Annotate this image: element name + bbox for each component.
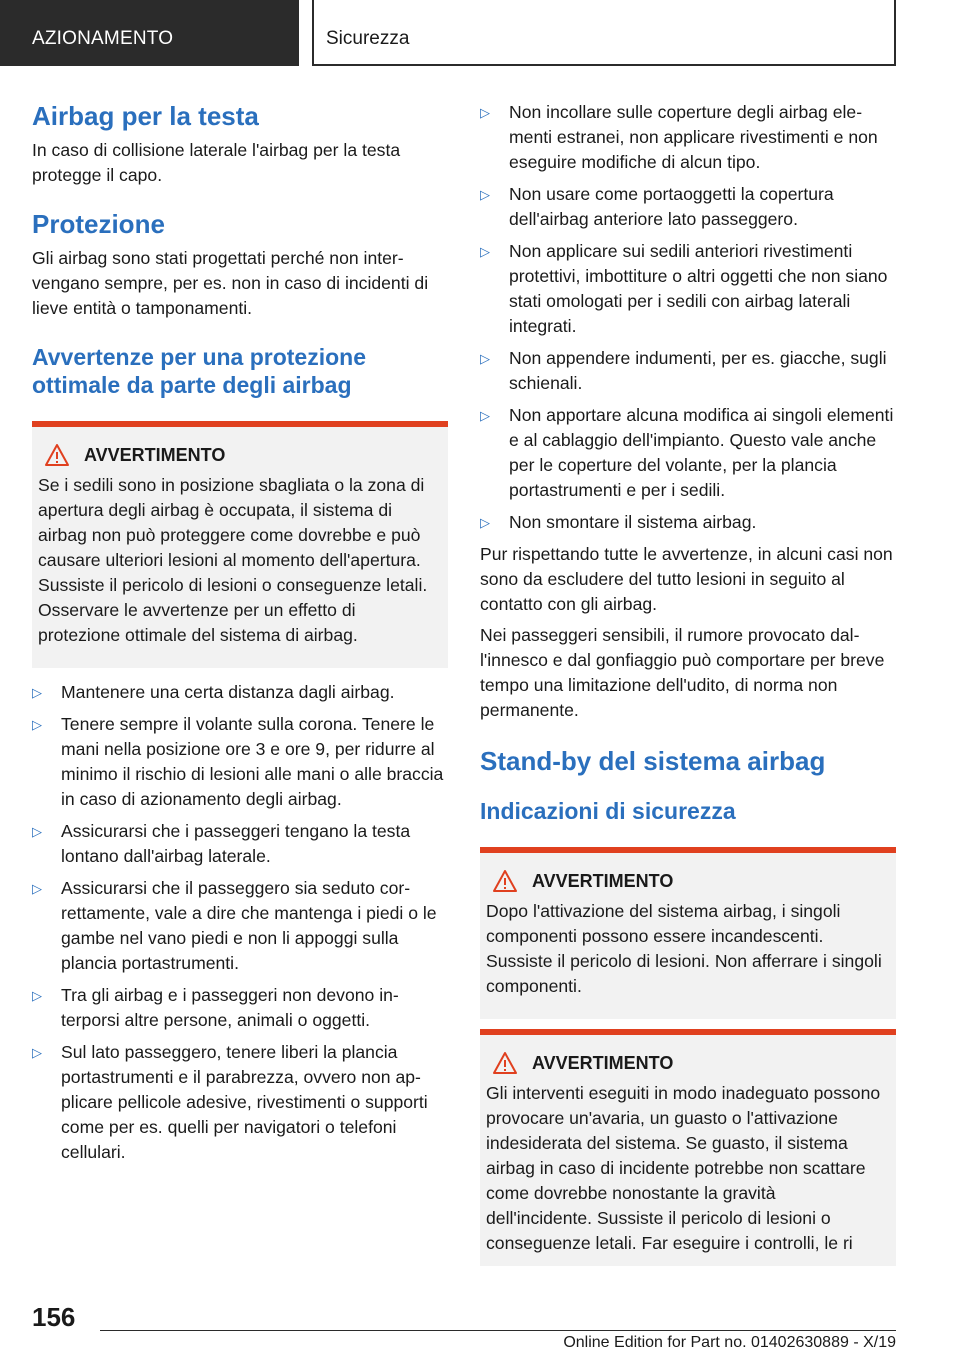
list-item: ▷ Tra gli airbag e i passeggeri non devono interporsi altre persone, animali o oggetti. (32, 985, 399, 1030)
list-item: ▷ Assicurarsi che i passeggeri tengano la testa lontano dall'airbag laterale. (32, 821, 411, 866)
warning-triangle-icon (44, 443, 70, 467)
warning-triangle-icon (492, 1051, 518, 1075)
warning-box-2 (480, 847, 896, 1019)
triangle-right-icon: ▷ (480, 408, 490, 423)
list-item: ▷ Non applicare sui sedili anteriori rivestimenti protettivi, imbottiture o altri oggetti che non siano stati omologati per i sedili con airbag laterali integrati. (480, 241, 888, 336)
list-item: ▷ Tenere sempre il volante sulla corona. Tenere le mani nella posizione ore 3 e ore 9, per ridurre al minimo il rischio di lesioni alle mani o alle braccia in caso di azionamento degli airbag. (32, 714, 444, 809)
warning-text-1: Se i sedili sono in posizione sbagliata o la zona di apertura degli airbag è occupata, il sistema di airbag non può proteggere come dovrebbe e può causare ulteriori lesioni al momento dell'apertura. Sussiste il pericolo di lesioni o conseguenze letali. Osservare le avvertenze per un effetto di protezione ottimale del sistema di airbag. (38, 475, 428, 645)
left-bullet-list (32, 680, 448, 1165)
heading-airbag-testa: Airbag per la testa (32, 101, 259, 131)
heading-standby: Stand-by del sistema airbag (480, 746, 826, 776)
warning-title-2: AVVERTIMENTO (532, 870, 674, 891)
list-item: ▷ Non incollare sulle coperture degli airbag elementi estranei, non applicare rivestimenti e non eseguire modifiche di alcun tipo. (480, 102, 878, 172)
triangle-right-icon: ▷ (480, 351, 490, 366)
heading-protezione: Protezione (32, 209, 165, 239)
triangle-right-icon: ▷ (32, 824, 42, 839)
paragraph-udito: Nei passeggeri sensibili, il rumore provocato dall'innesco e dal gonfiaggio può comportare per breve tempo una limitazione dell'udito, di norma non permanente. (480, 625, 885, 720)
right-column (480, 100, 896, 1266)
warning-box-3 (480, 1029, 896, 1266)
text-airbag-testa: In caso di collisione laterale l'airbag per la testa protegge il capo. (32, 140, 401, 185)
triangle-right-icon: ▷ (480, 244, 490, 259)
list-item: ▷ Non apportare alcuna modifica ai singoli elementi e al cablaggio dell'impianto. Questo vale anche per le coperture del volante, per la plancia portastrumenti e per i sedili. (480, 405, 894, 500)
warning-text-2: Dopo l'attivazione del sistema airbag, i singoli componenti possono essere incandescenti. Sussiste il pericolo di lesioni. Non afferrare i singoli componenti. (486, 901, 882, 996)
triangle-right-icon: ▷ (480, 187, 490, 202)
warning-text-3: Gli interventi eseguiti in modo inadeguato possono provocare un'avaria, un guasto o l'attivazione indesiderata del sistema. Se guasto, il sistema airbag in caso di incidente potrebbe non scattare come dovrebbe nonostante la gravità dell'incidente. Sussiste il pericolo di lesioni o conseguenze letali. Far eseguire i controlli, le ri (486, 1083, 881, 1253)
list-item: ▷ Non appendere indumenti, per es. giacche, sugli schienali. (480, 348, 887, 393)
page-number: 156 (32, 1302, 76, 1332)
left-column (32, 100, 448, 1172)
warning-title-3: AVVERTIMENTO (532, 1052, 674, 1073)
triangle-right-icon: ▷ (32, 1045, 42, 1060)
list-item: ▷ Assicurarsi che il passeggero sia seduto correttamente, vale a dire che mantenga i piedi o le gambe nel vano piedi e non li appoggi sulla plancia portastrumenti. (32, 878, 437, 973)
list-item: ▷ Sul lato passeggero, tenere liberi la plancia portastrumenti e il parabrezza, ovvero non applicare pellicole adesive, rivestimenti o supporti come per es. quelli per navigatori o telefoni cellulari. (32, 1042, 428, 1162)
heading-avvertenze: Avvertenze per una protezione ottimale da parte degli airbag (32, 344, 367, 398)
warning-title-1: AVVERTIMENTO (84, 444, 226, 465)
triangle-right-icon: ▷ (480, 515, 490, 530)
footer-divider (100, 1330, 896, 1331)
warning-triangle-icon (492, 869, 518, 893)
list-item: ▷ Non usare come portaoggetti la copertura dell'airbag anteriore lato passeggero. (480, 184, 834, 229)
header-section-label: AZIONAMENTO (32, 28, 174, 49)
list-item: ▷ Mantenere una certa distanza dagli airbag. (32, 680, 448, 705)
right-bullet-list (480, 100, 896, 535)
heading-indicazioni: Indicazioni di sicurezza (480, 798, 736, 824)
paragraph-contatto: Pur rispettando tutte le avvertenze, in alcuni casi non sono da escludere del tutto lesioni in seguito al contatto con gli airbag. (480, 544, 893, 614)
triangle-right-icon: ▷ (32, 717, 42, 732)
triangle-right-icon: ▷ (32, 685, 42, 700)
header-chapter-label: Sicurezza (326, 28, 410, 49)
text-protezione: Gli airbag sono stati progettati perché non intervengano sempre, per es. non in caso di incidenti di lieve entità o tamponamenti. (32, 248, 429, 318)
triangle-right-icon: ▷ (32, 988, 42, 1003)
triangle-right-icon: ▷ (32, 881, 42, 896)
header-chapter-tab (312, 0, 896, 66)
footer-edition: Online Edition for Part no. 01402630889 - X/19 (563, 1334, 896, 1351)
triangle-right-icon: ▷ (480, 105, 490, 120)
warning-box-1 (32, 421, 448, 668)
list-item: ▷ Non smontare il sistema airbag. (480, 510, 896, 535)
header-section-tab (0, 0, 299, 66)
